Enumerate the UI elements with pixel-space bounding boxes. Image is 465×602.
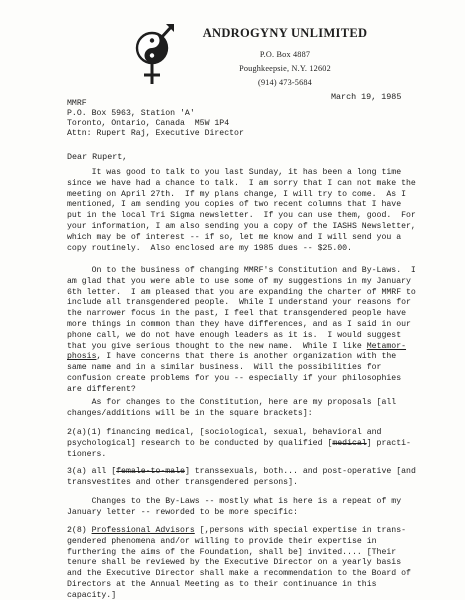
- address-line: Attn: Rupert Raj, Executive Director: [67, 129, 244, 138]
- text-line: [67, 526, 411, 537]
- paragraph-intro: [67, 168, 416, 254]
- bylaw-2-8: [67, 526, 411, 602]
- paragraph-bylaws: [67, 497, 401, 519]
- organization-name: ANDROGYNY UNLIMITED: [202, 26, 368, 40]
- paragraph-constitution: [67, 266, 416, 396]
- text-line: are different?: [67, 384, 136, 394]
- text-line: It was good to talk to you last Sunday, it has been a long time: [67, 168, 402, 177]
- letterhead-phone: (914) 473-5684: [258, 78, 312, 87]
- address-line: P.O. Box 5963, Station 'A': [67, 109, 195, 118]
- text-line: since we have had a chance to talk. I am sorry that I can not make the: [67, 178, 416, 188]
- text-line: and the Executive Director shall make a recommendation to the Board of: [67, 569, 411, 579]
- text-line: 2(a)(1) financing medical, [sociological, sexual, behavioral and: [67, 428, 382, 437]
- text-line: am glad that you were able to use some of my suggestions in my January: [67, 276, 411, 286]
- address-line: MMRF: [67, 99, 87, 108]
- text-line: which may be of interest -- if so, let me know and I will send you a: [67, 232, 402, 242]
- text-line: the narrower focus in the past, I feel that transgendered people have: [67, 309, 407, 319]
- letter-date: March 19, 1985: [331, 92, 402, 102]
- text-line: copy routinely. Also enclosed are my 1985 dues -- $25.00.: [67, 243, 352, 253]
- text-line: On to the business of changing MMRF's Constitution and By-Laws. I: [67, 266, 416, 275]
- underlined-term: Professional Advisors: [91, 526, 195, 535]
- text-line: tenure shall be reviewed by the Executive Director on a yearly basis: [67, 558, 402, 568]
- underlined-term: phosis: [67, 352, 97, 362]
- text-line: mentioned, I am sending you copies of two recent columns that I have: [67, 200, 402, 210]
- text-line: As for changes to the Constitution, here are my proposals [all: [67, 398, 397, 407]
- text-line: Directors at the Annual Meeting as to their continuance in this: [67, 579, 377, 589]
- struck-word: female-to-male: [116, 467, 185, 476]
- text-line: [67, 352, 416, 363]
- text-segment: ] practi-: [366, 438, 411, 448]
- text-line: changes/additions will be in the square brackets]:: [67, 408, 313, 418]
- text-line: confusion create problems for you -- especially if your philosophies: [67, 373, 402, 383]
- text-line: phone call, we do not have enough leaders as it is. I would suggest: [67, 330, 402, 340]
- paragraph-proposals: [67, 398, 396, 420]
- text-segment: psychological] research to be conducted by qualified [: [67, 438, 333, 448]
- letterhead-city: Poughkeepsie, N.Y. 12602: [239, 64, 331, 73]
- text-line: [67, 342, 416, 353]
- struck-word: medical: [332, 438, 367, 448]
- text-segment: , I have concerns that there is another organization with the: [96, 352, 397, 362]
- text-line: furthering the aims of the Foundation, shall be] invited.... [Their: [67, 547, 397, 557]
- letterhead-po-box: P.O. Box 4887: [259, 50, 311, 59]
- proposal-2a1: [67, 428, 411, 460]
- text-segment: 3(a) all [: [67, 467, 117, 476]
- text-line: gendered phenomena and/or willing to provide their expertise in: [67, 536, 377, 546]
- text-segment: ] transsexuals, both... and post-operative [and: [184, 467, 416, 476]
- text-line: meeting on April 27th. If my plans change, I will try to come. As I: [67, 189, 407, 199]
- underlined-term: Metamor-: [366, 341, 407, 351]
- salutation: Dear Rupert,: [67, 152, 128, 162]
- text-line: January letter -- reworded to be more specific:: [67, 507, 298, 517]
- text-line: capacity.]: [67, 590, 117, 600]
- text-line: tioners.: [67, 449, 107, 459]
- letterhead: [200, 26, 370, 90]
- text-line: Changes to the By-Laws -- mostly what is here is a repeat of my: [67, 497, 402, 506]
- text-line: [67, 467, 416, 478]
- recipient-address: [67, 99, 244, 139]
- text-line: same name and in a similar business. Will the possibilities for: [67, 363, 382, 373]
- text-segment: [,persons with special expertise in trans-: [194, 526, 407, 535]
- androgyny-symbol-logo: [130, 22, 176, 86]
- text-line: [67, 439, 411, 450]
- text-segment: 2(8): [67, 526, 92, 535]
- text-line: 6th letter. I am pleased that you are expanding the charter of MMRF to: [67, 287, 416, 297]
- text-line: include all transgendered people. While I understand your reasons for: [67, 298, 411, 308]
- text-segment: that you give serious thought to the new name. While I like: [67, 341, 367, 351]
- address-line: Toronto, Ontario, Canada M5W 1P4: [67, 119, 230, 128]
- text-line: put in the local Tri Sigma newsletter. If you can use them, good. For: [67, 211, 416, 221]
- proposal-3a: [67, 467, 416, 489]
- text-line: more things in common than they have differences, and as I said in our: [67, 319, 411, 329]
- text-line: your information, I am also sending you a copy of the IASHS Newsletter,: [67, 221, 416, 231]
- text-line: transvestites and other transgendered persons].: [67, 477, 298, 487]
